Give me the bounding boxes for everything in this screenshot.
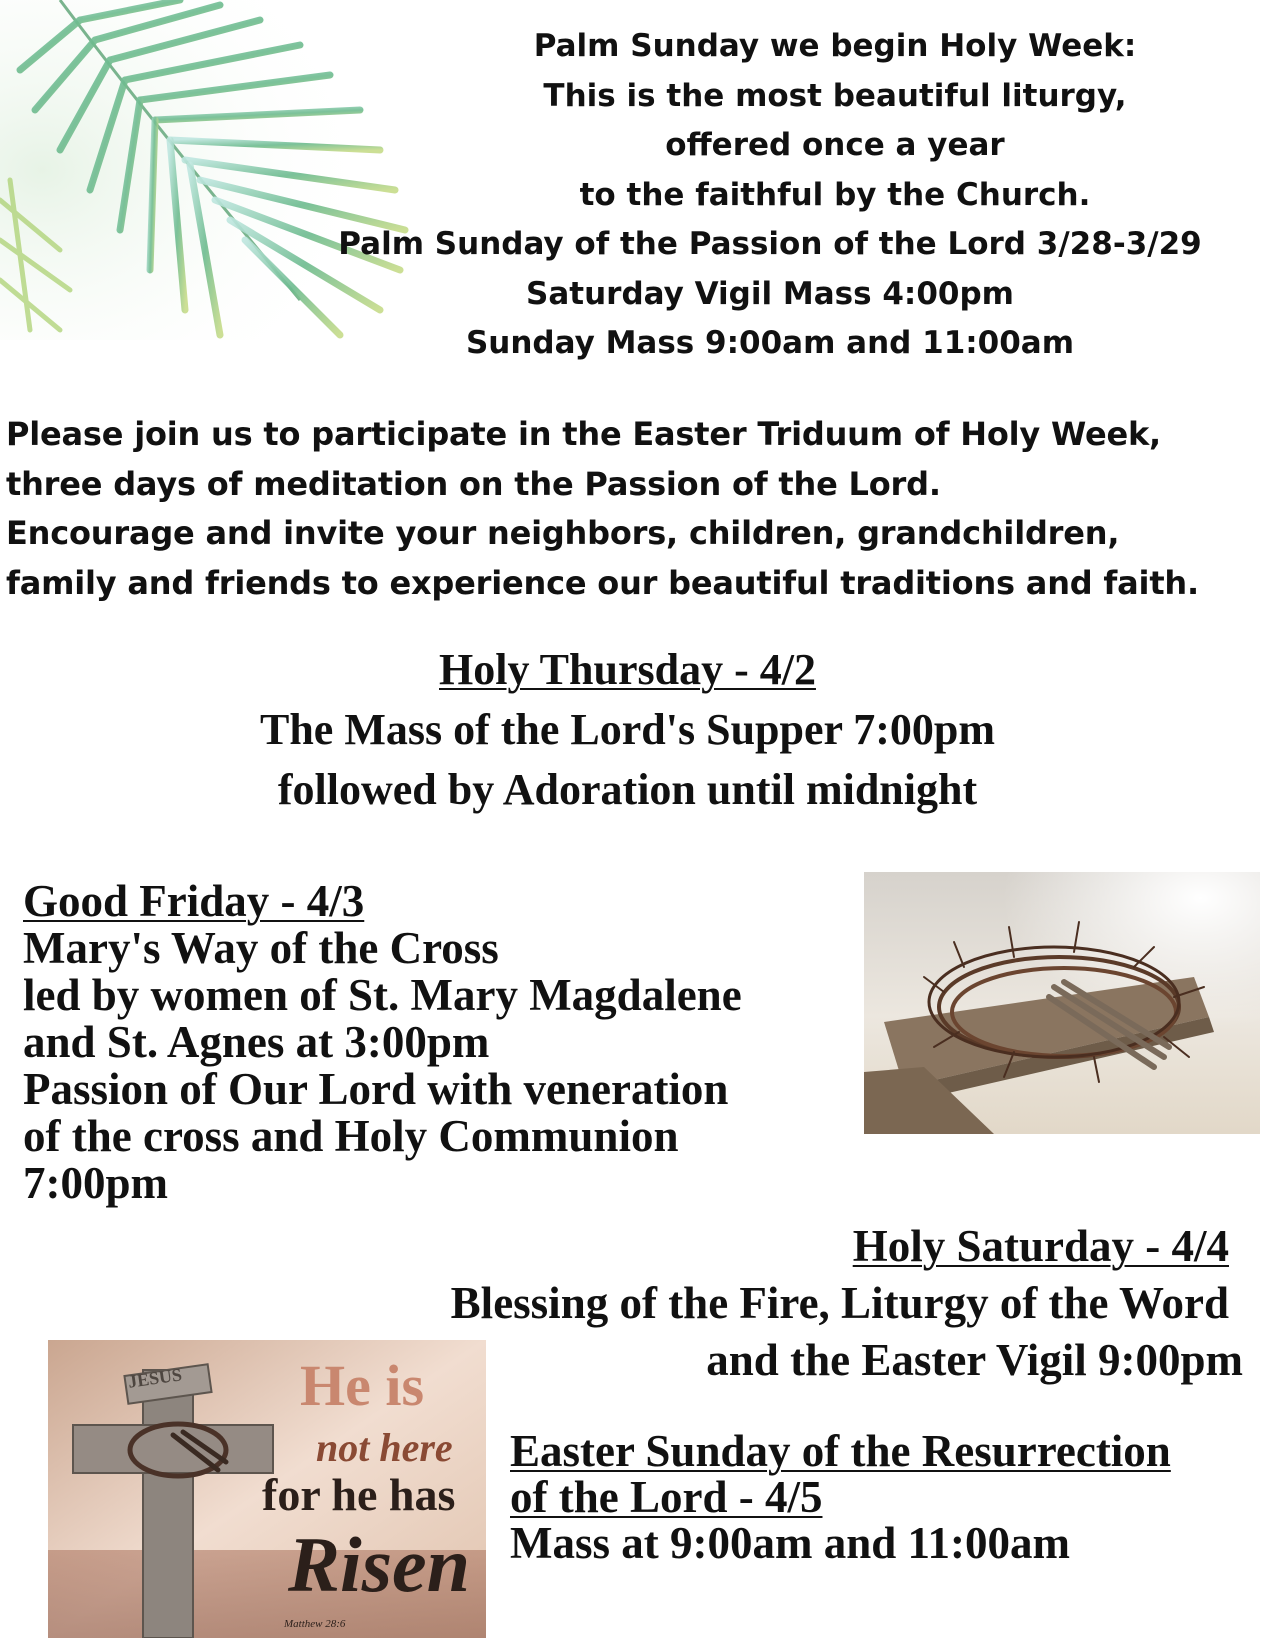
palm-line: Palm Sunday we begin Holy Week: [533, 28, 1137, 64]
palm-line: Saturday Vigil Mass 4:00pm [526, 275, 1014, 312]
easter-sunday-section [510, 1428, 1270, 1566]
palm-line: This is the most beautiful liturgy, [543, 77, 1127, 114]
invite-line: Please join us to participate in the Easter Triduum of Holy Week, [6, 415, 1162, 453]
he-is-risen-image [48, 1340, 486, 1638]
risen-line-1: He is [300, 1353, 425, 1418]
holy-thursday-heading: Holy Thursday - 4/2 [439, 645, 816, 694]
invite-line: three days of meditation on the Passion of the Lord. [6, 464, 941, 503]
invite-line: family and friends to experience our beautiful traditions and faith. [6, 563, 1199, 602]
holy-saturday-line: and the Easter Vigil 9:00pm [706, 1335, 1243, 1385]
palm-line: offered once a year [665, 127, 1005, 163]
holy-thursday-line: The Mass of the Lord's Supper 7:00pm [259, 705, 996, 754]
good-friday-line: of the cross and Holy Communion [23, 1111, 679, 1161]
crown-of-thorns-image [864, 872, 1260, 1134]
invite-line: Encourage and invite your neighbors, children, grandchildren, [6, 514, 1120, 552]
cross-label: JESUS [126, 1364, 184, 1392]
good-friday-line: and St. Agnes at 3:00pm [23, 1017, 490, 1067]
palm-line: Sunday Mass 9:00am and 11:00am [465, 325, 1075, 361]
good-friday-line: 7:00pm [23, 1158, 168, 1208]
risen-line-4: Risen [288, 1521, 471, 1608]
good-friday-heading: Good Friday - 4/3 [23, 876, 365, 926]
holy-saturday-heading: Holy Saturday - 4/4 [852, 1221, 1229, 1271]
palm-line: to the faithful by the Church. [579, 176, 1091, 213]
good-friday-line: Passion of Our Lord with veneration [23, 1064, 729, 1114]
risen-line-3: for he has [262, 1469, 456, 1520]
holy-thursday-section [0, 640, 1255, 820]
holy-saturday-line: Blessing of the Fire, Liturgy of the Word [450, 1278, 1229, 1328]
easter-sunday-heading: of the Lord - 4/5 [510, 1472, 823, 1522]
risen-line-2: not here [316, 1425, 453, 1470]
easter-sunday-line: Mass at 9:00am and 11:00am [510, 1518, 1070, 1568]
risen-citation: Matthew 28:6 [284, 1618, 346, 1630]
holy-thursday-line: followed by Adoration until midnight [277, 765, 978, 814]
good-friday-line: Mary's Way of the Cross [23, 923, 499, 973]
palm-sunday-announcement [270, 22, 1270, 369]
good-friday-line: led by women of St. Mary Magdalene [23, 970, 742, 1020]
easter-sunday-heading: Easter Sunday of the Resurrection [510, 1426, 1171, 1476]
good-friday-section [23, 878, 823, 1207]
palm-line: Palm Sunday of the Passion of the Lord 3/28-3/29 [338, 226, 1202, 262]
triduum-invitation [6, 410, 1271, 608]
